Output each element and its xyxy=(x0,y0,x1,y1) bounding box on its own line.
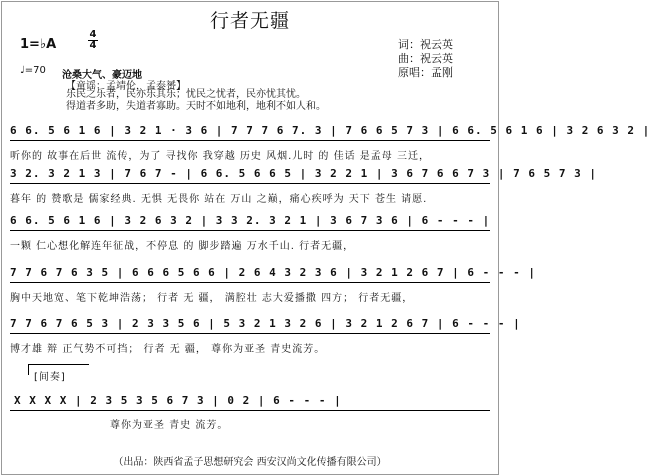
song-title: 行者无疆 xyxy=(209,10,290,32)
notation-row-6: X X X X | 2 3 5 3 5 6 7 3 | 0 2 | 6 - - - | xyxy=(14,394,342,407)
meter-bottom: 4 xyxy=(89,40,97,51)
beam-line xyxy=(10,230,490,231)
notation-row-5: 7 7 6 7 6 5 3 | 2 3 3 5 6 | 5 3 2 1 3 2 6 | 3 2 1 2 6 7 | 6 - - - | xyxy=(10,317,521,330)
lyric-row-4: 胸中天地宽、笔下乾坤浩荡； 行者 无 疆， 满腔壮 志大爱播撒 四方； 行者无疆， xyxy=(10,293,414,304)
lyric-row-1: 听你的 故事在后世 流传，为了 寻找你 我穿越 历史 风烟.儿时 的 佳话 是孟母 三迁， xyxy=(10,151,430,162)
notation-row-4: 7 7 6 7 6 3 5 | 6 6 6 5 6 6 | 2 6 4 3 2 3 6 | 3 2 1 2 6 7 | 6 - - - | xyxy=(10,266,536,279)
beam-line xyxy=(10,333,490,334)
beam-line xyxy=(10,282,490,283)
prose-line-2: 得道者多助，失道者寡助。天时不如地利，地利不如人和。 xyxy=(66,101,326,112)
composer-credit: 曲：祝云英 xyxy=(398,52,453,65)
beam-line xyxy=(10,140,490,141)
lyric-row-3: 一颗 仁心想化解连年征战，不停息 的 脚步踏遍 万水千山. 行者无疆， xyxy=(10,241,355,252)
interlude-label: [间奏] xyxy=(34,372,66,383)
notation-row-2: 3 2. 3 2 1 3 | 7 6 7 - | 6 6. 5 6 6 5 | 3 2 2 1 | 3 6 7 6 6 7 3 | 7 6 5 7 3 | xyxy=(10,167,597,180)
tempo-marking: ♩=70 xyxy=(20,65,46,76)
lyric-row-2: 暮年 的 赞歌是 儒家经典. 无惧 无畏你 站在 万山 之巅，痛心疾呼为 天下 苍生 请愿. xyxy=(10,194,428,205)
footer-credits: （出品：陕西省孟子思想研究会 西安汉尚文化传播有限公司） xyxy=(113,457,387,468)
original-singer-credit: 原唱：孟刚 xyxy=(398,66,453,79)
time-signature xyxy=(88,30,98,51)
nursery-rhyme-note: 【童谣：孟靖伦，孟泰赟】 xyxy=(66,81,186,92)
notation-row-3: 6 6. 5 6 1 6 | 3 2 6 3 2 | 3 3 2. 3 2 1 | 3 6 7 3 6 | 6 - - - | xyxy=(10,214,491,227)
lyric-row-6: 尊你为亚圣 青史 流芳。 xyxy=(110,420,229,431)
beam-line xyxy=(10,410,490,411)
lyric-row-5: 博才雄 辩 正气势不可挡； 行者 无 疆， 尊你为亚圣 青史流芳。 xyxy=(10,344,326,355)
key-signature: 1=♭A xyxy=(20,37,57,52)
beam-line xyxy=(10,183,490,184)
style-marking: 沧桑大气、豪迈地 xyxy=(62,70,142,81)
prose-line-1: 乐民之乐者，民亦乐其乐；忧民之忧者，民亦忧其忧。 xyxy=(66,89,306,100)
lyricist-credit: 词：祝云英 xyxy=(398,38,453,51)
notation-row-1: 6 6. 5 6 1 6 | 3 2 1 · 3 6 | 7 7 7 6 7. 3 | 7 6 6 5 7 3 | 6 6. 5 6 1 6 | 3 2 6 3 2 | xyxy=(10,124,650,137)
meter-top: 4 xyxy=(89,29,97,40)
